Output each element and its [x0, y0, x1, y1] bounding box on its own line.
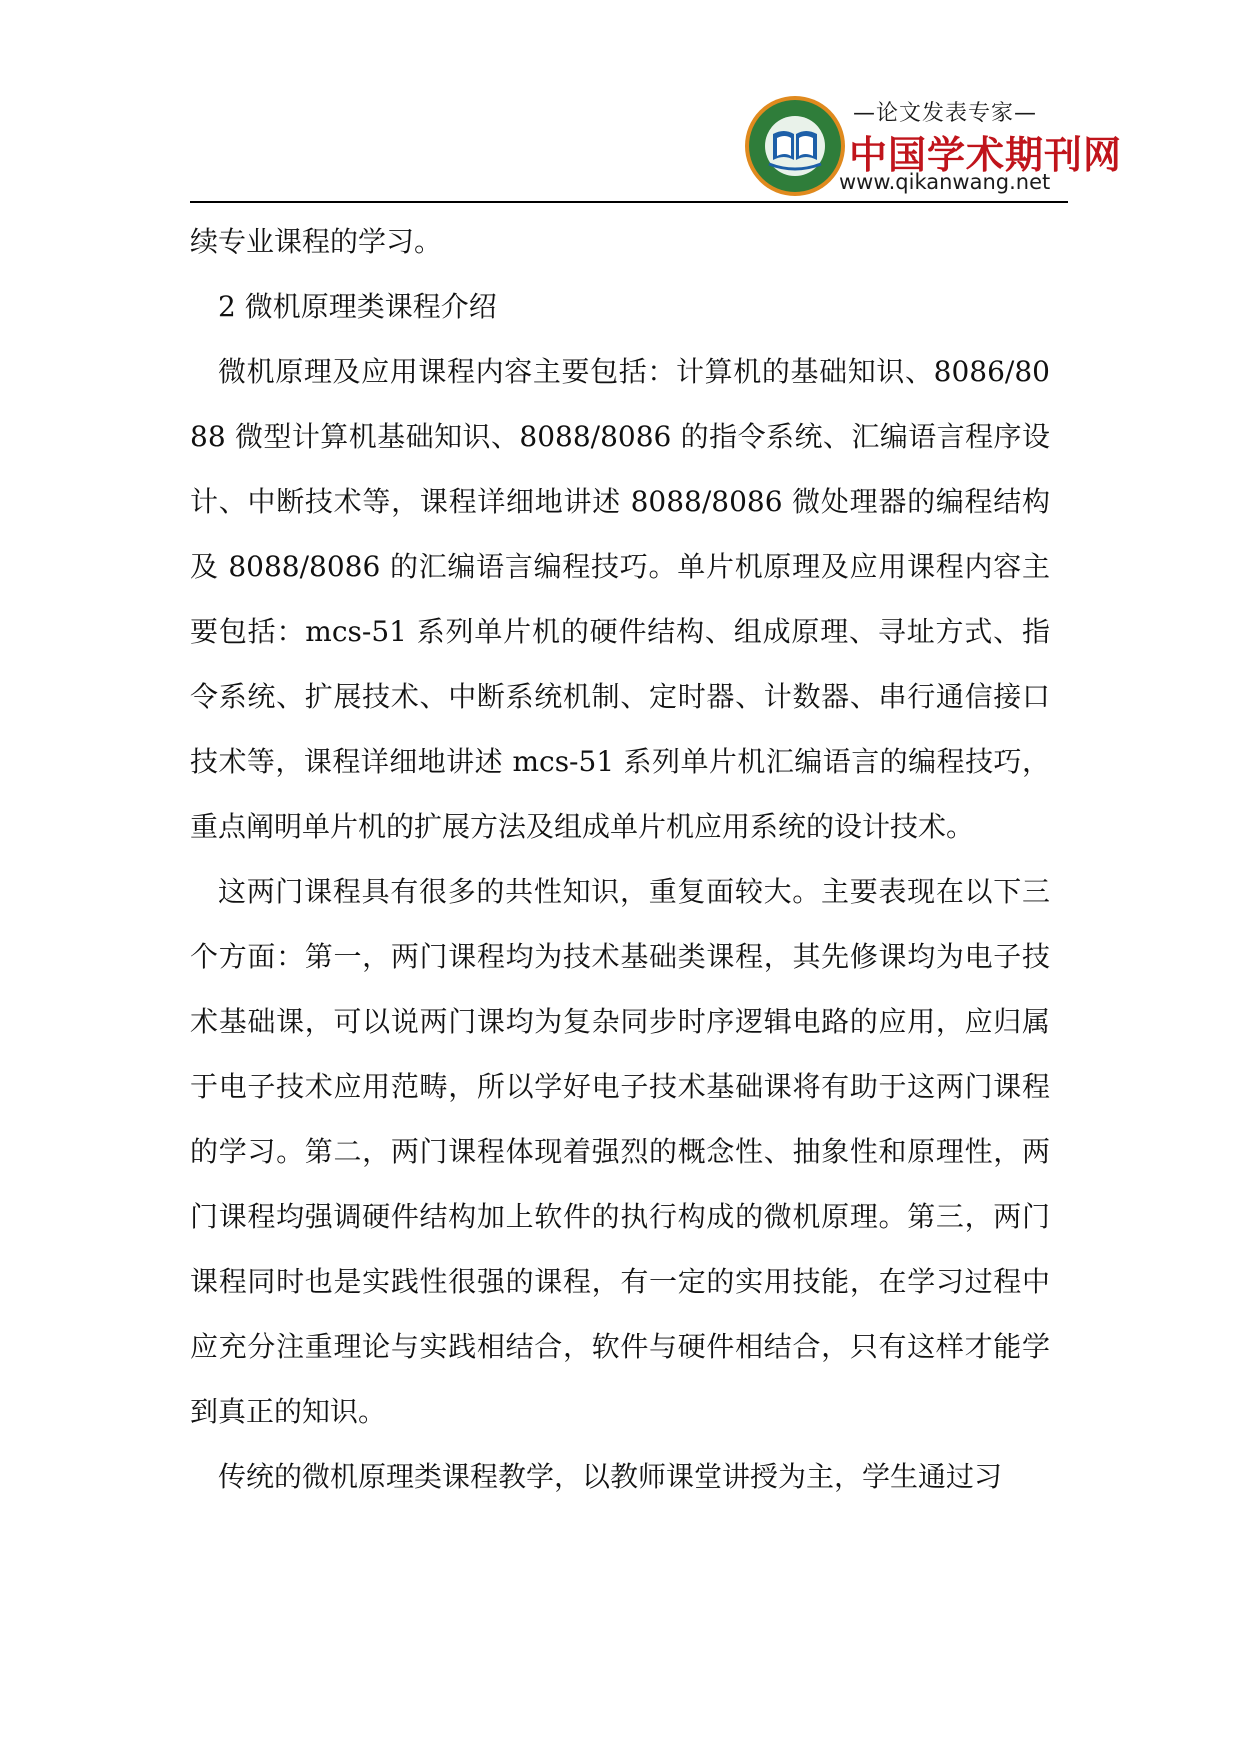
- paragraph-common-knowledge: 这两门课程具有很多的共性知识，重复面较大。主要表现在以下三个方面：第一，两门课程均为技术基础类课程，其先修课均为电子技术基础课，可以说两门课均为复杂同步时序逻辑电路的应用，应归属于电子技术应用范畴，所以学好电子技术基础课将有助于这两门课程的学习。第二，两门课程体现着强烈的概念性、抽象性和原理性，两门课程均强调硬件结构加上软件的执行构成的微机原理。第三，两门课程同时也是实践性很强的课程，有一定的实用技能，在学习过程中应充分注重理论与实践相结合，软件与硬件相结合，只有这样才能学到真正的知识。: [190, 875, 1050, 1428]
- paragraph-continuation: 续专业课程的学习。: [190, 225, 443, 258]
- paragraph-course-content: 微机原理及应用课程内容主要包括：计算机的基础知识、8086/8088 微型计算机基础知识、8088/8086 的指令系统、汇编语言程序设计、中断技术等，课程详细地讲述 8088/8086 微处理器的编程结构及 8088/8086 的汇编语言编程技巧。单片机原理及应用课程内容主要包括：mcs-51 系列单片机的硬件结构、组成原理、寻址方式、指令系统、扩展技术、中断系统机制、定时器、计数器、串行通信接口技术等，课程详细地讲述 mcs-51 系列单片机汇编语言的编程技巧，重点阐明单片机的扩展方法及组成单片机应用系统的设计技术。: [190, 355, 1050, 843]
- page-header: [0, 0, 1241, 206]
- logo-website: www.qikanwang.net: [839, 170, 1051, 194]
- logo-tagline: —论文发表专家—: [853, 101, 1038, 126]
- logo-brand-name: 中国学术期刊网: [849, 133, 1123, 177]
- section-heading: 2 微机原理类课程介绍: [218, 290, 497, 323]
- qikanwang-logo: [735, 90, 1123, 202]
- paragraph-traditional-teaching: 传统的微机原理类课程教学，以教师课堂讲授为主，学生通过习: [218, 1460, 1003, 1493]
- header-divider: [190, 201, 1068, 203]
- document-body: [190, 209, 1050, 1509]
- seal-book-icon: [743, 94, 847, 198]
